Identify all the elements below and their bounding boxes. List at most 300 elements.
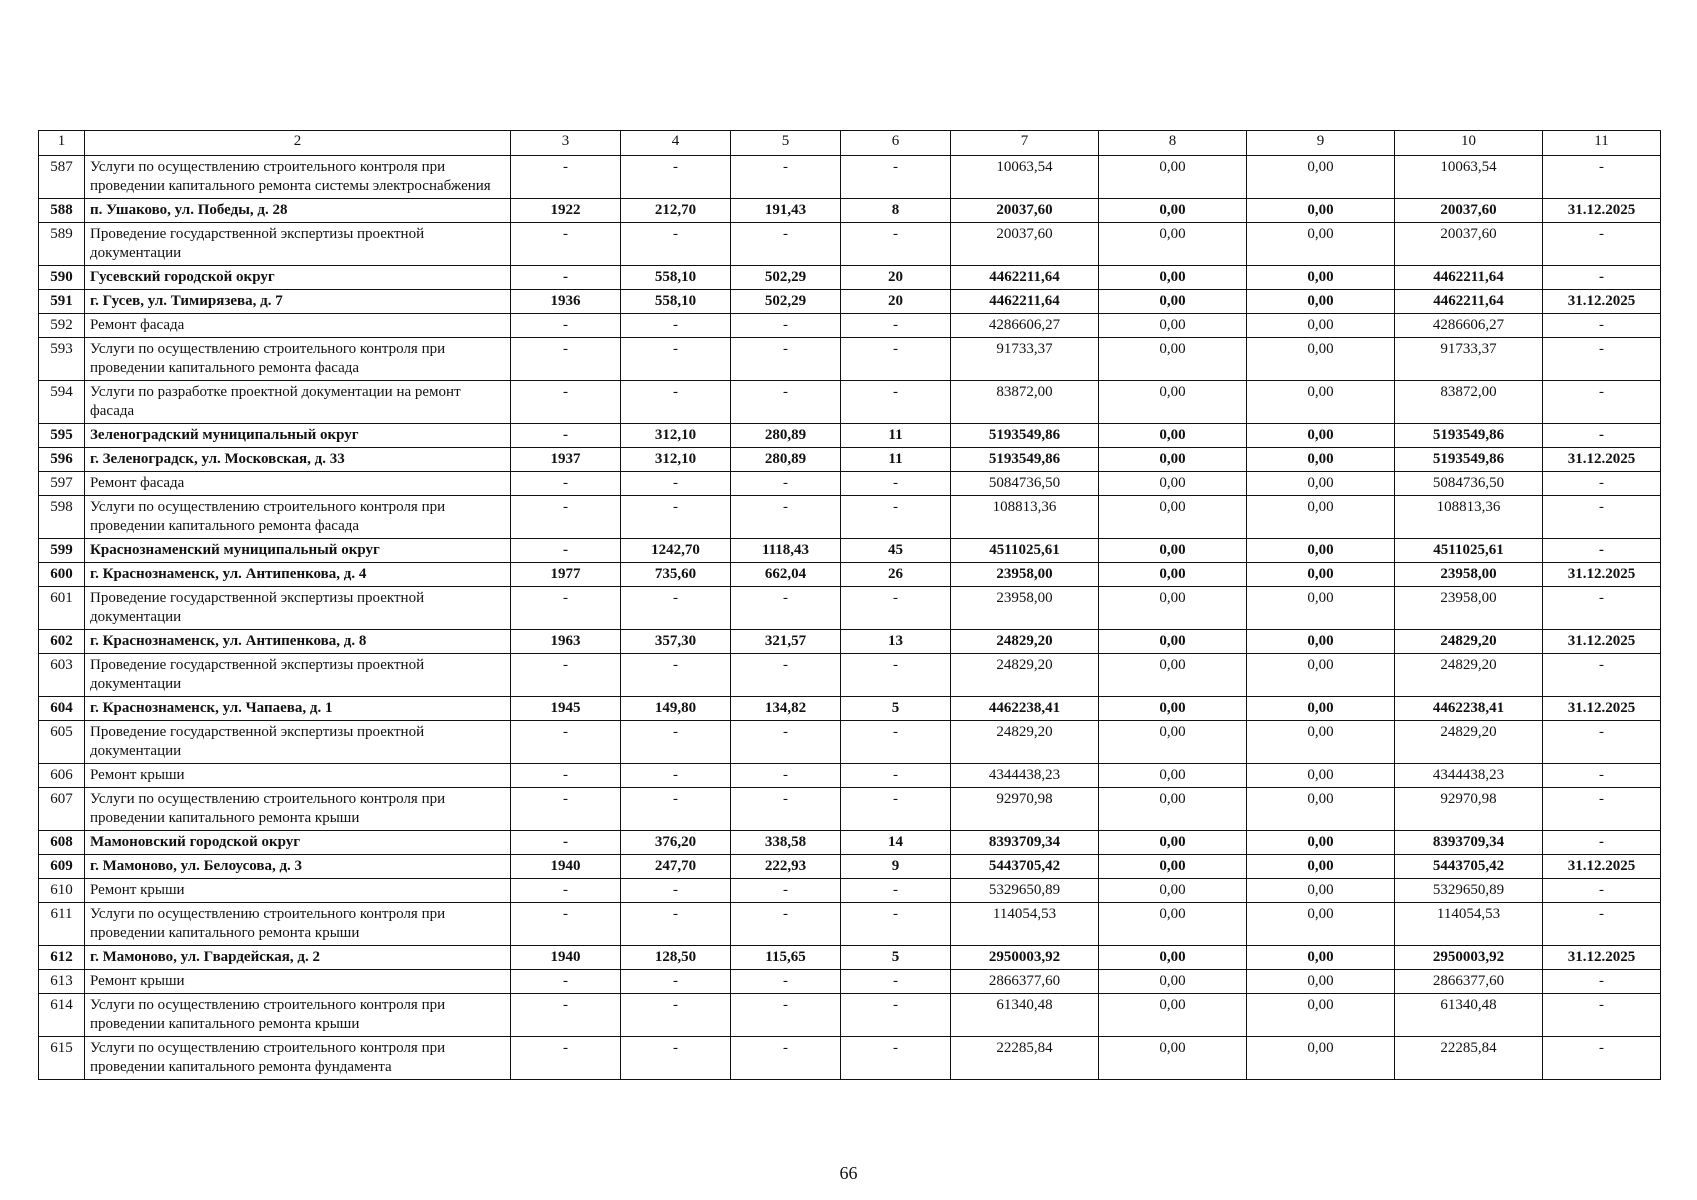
- residents-cell: 11: [841, 424, 951, 448]
- area-living-cell: 321,57: [731, 630, 841, 654]
- cost-total-cell: 23958,00: [951, 563, 1099, 587]
- year-cell: -: [511, 721, 621, 764]
- cost-other-cell: 24829,20: [1395, 630, 1543, 654]
- cost-owners-cell: 0,00: [1247, 788, 1395, 831]
- cost-total-cell: 4511025,61: [951, 539, 1099, 563]
- area-living-cell: 280,89: [731, 424, 841, 448]
- residents-cell: -: [841, 764, 951, 788]
- cost-owners-cell: 0,00: [1247, 831, 1395, 855]
- object-name-cell: Услуги по осуществлению строительного контроля при проведении капитального ремонта фундамента: [85, 1037, 511, 1080]
- year-cell: 1963: [511, 630, 621, 654]
- cost-other-cell: 5193549,86: [1395, 424, 1543, 448]
- deadline-cell: -: [1543, 424, 1661, 448]
- area-total-cell: -: [621, 788, 731, 831]
- header-cell: 10: [1395, 131, 1543, 156]
- cost-other-cell: 108813,36: [1395, 496, 1543, 539]
- cost-owners-cell: 0,00: [1247, 539, 1395, 563]
- row-number-cell: 600: [39, 563, 85, 587]
- area-living-cell: -: [731, 1037, 841, 1080]
- residents-cell: 9: [841, 855, 951, 879]
- table-row: [39, 539, 1661, 563]
- cost-total-cell: 4462211,64: [951, 290, 1099, 314]
- table-row: [39, 496, 1661, 539]
- row-number-cell: 594: [39, 381, 85, 424]
- area-living-cell: 502,29: [731, 290, 841, 314]
- table-row: [39, 903, 1661, 946]
- area-living-cell: -: [731, 496, 841, 539]
- cost-total-cell: 4286606,27: [951, 314, 1099, 338]
- deadline-cell: -: [1543, 721, 1661, 764]
- residents-cell: -: [841, 994, 951, 1037]
- cost-fund-cell: 0,00: [1099, 994, 1247, 1037]
- object-name-cell: г. Мамоново, ул. Белоусова, д. 3: [85, 855, 511, 879]
- cost-total-cell: 24829,20: [951, 721, 1099, 764]
- cost-fund-cell: 0,00: [1099, 855, 1247, 879]
- deadline-cell: -: [1543, 266, 1661, 290]
- cost-fund-cell: 0,00: [1099, 424, 1247, 448]
- object-name-cell: Ремонт крыши: [85, 764, 511, 788]
- cost-total-cell: 5443705,42: [951, 855, 1099, 879]
- year-cell: 1977: [511, 563, 621, 587]
- object-name-cell: Гусевский городской округ: [85, 266, 511, 290]
- cost-total-cell: 23958,00: [951, 587, 1099, 630]
- cost-owners-cell: 0,00: [1247, 1037, 1395, 1080]
- cost-fund-cell: 0,00: [1099, 290, 1247, 314]
- cost-total-cell: 5193549,86: [951, 424, 1099, 448]
- object-name-cell: г. Гусев, ул. Тимирязева, д. 7: [85, 290, 511, 314]
- year-cell: -: [511, 788, 621, 831]
- cost-owners-cell: 0,00: [1247, 855, 1395, 879]
- object-name-cell: Ремонт фасада: [85, 472, 511, 496]
- cost-other-cell: 8393709,34: [1395, 831, 1543, 855]
- header-cell: 3: [511, 131, 621, 156]
- row-number-cell: 605: [39, 721, 85, 764]
- table-row: [39, 697, 1661, 721]
- header-cell: 9: [1247, 131, 1395, 156]
- cost-fund-cell: 0,00: [1099, 654, 1247, 697]
- year-cell: 1940: [511, 946, 621, 970]
- cost-total-cell: 4462238,41: [951, 697, 1099, 721]
- area-living-cell: -: [731, 788, 841, 831]
- year-cell: -: [511, 223, 621, 266]
- deadline-cell: 31.12.2025: [1543, 630, 1661, 654]
- residents-cell: 14: [841, 831, 951, 855]
- cost-total-cell: 108813,36: [951, 496, 1099, 539]
- cost-fund-cell: 0,00: [1099, 697, 1247, 721]
- row-number-cell: 601: [39, 587, 85, 630]
- residents-cell: -: [841, 223, 951, 266]
- cost-other-cell: 114054,53: [1395, 903, 1543, 946]
- area-total-cell: -: [621, 381, 731, 424]
- cost-owners-cell: 0,00: [1247, 654, 1395, 697]
- object-name-cell: Услуги по осуществлению строительного контроля при проведении капитального ремонта крыши: [85, 903, 511, 946]
- table-row: [39, 587, 1661, 630]
- cost-fund-cell: 0,00: [1099, 764, 1247, 788]
- document-sheet: [38, 130, 1660, 1080]
- residents-cell: -: [841, 970, 951, 994]
- residents-cell: 5: [841, 697, 951, 721]
- deadline-cell: 31.12.2025: [1543, 563, 1661, 587]
- year-cell: -: [511, 156, 621, 199]
- area-living-cell: -: [731, 587, 841, 630]
- residents-cell: -: [841, 587, 951, 630]
- cost-fund-cell: 0,00: [1099, 539, 1247, 563]
- deadline-cell: -: [1543, 1037, 1661, 1080]
- deadline-cell: -: [1543, 587, 1661, 630]
- deadline-cell: 31.12.2025: [1543, 290, 1661, 314]
- cost-total-cell: 83872,00: [951, 381, 1099, 424]
- cost-owners-cell: 0,00: [1247, 764, 1395, 788]
- residents-cell: -: [841, 1037, 951, 1080]
- residents-cell: 20: [841, 290, 951, 314]
- cost-owners-cell: 0,00: [1247, 563, 1395, 587]
- cost-owners-cell: 0,00: [1247, 314, 1395, 338]
- table-row: [39, 448, 1661, 472]
- year-cell: -: [511, 424, 621, 448]
- cost-other-cell: 4462238,41: [1395, 697, 1543, 721]
- cost-owners-cell: 0,00: [1247, 448, 1395, 472]
- year-cell: -: [511, 831, 621, 855]
- cost-total-cell: 20037,60: [951, 199, 1099, 223]
- row-number-cell: 612: [39, 946, 85, 970]
- table-row: [39, 970, 1661, 994]
- area-total-cell: 357,30: [621, 630, 731, 654]
- deadline-cell: -: [1543, 314, 1661, 338]
- area-living-cell: -: [731, 764, 841, 788]
- year-cell: -: [511, 764, 621, 788]
- cost-owners-cell: 0,00: [1247, 970, 1395, 994]
- cost-fund-cell: 0,00: [1099, 1037, 1247, 1080]
- area-living-cell: 338,58: [731, 831, 841, 855]
- year-cell: -: [511, 338, 621, 381]
- cost-owners-cell: 0,00: [1247, 156, 1395, 199]
- area-total-cell: 1242,70: [621, 539, 731, 563]
- area-total-cell: -: [621, 338, 731, 381]
- area-total-cell: 558,10: [621, 266, 731, 290]
- row-number-cell: 615: [39, 1037, 85, 1080]
- object-name-cell: Зеленоградский муниципальный округ: [85, 424, 511, 448]
- cost-total-cell: 5084736,50: [951, 472, 1099, 496]
- year-cell: -: [511, 539, 621, 563]
- cost-fund-cell: 0,00: [1099, 156, 1247, 199]
- row-number-cell: 593: [39, 338, 85, 381]
- cost-total-cell: 2950003,92: [951, 946, 1099, 970]
- object-name-cell: г. Зеленоградск, ул. Московская, д. 33: [85, 448, 511, 472]
- row-number-cell: 609: [39, 855, 85, 879]
- row-number-cell: 587: [39, 156, 85, 199]
- cost-owners-cell: 0,00: [1247, 424, 1395, 448]
- residents-cell: -: [841, 381, 951, 424]
- object-name-cell: Услуги по осуществлению строительного контроля при проведении капитального ремонта системы электроснабжения: [85, 156, 511, 199]
- area-total-cell: -: [621, 1037, 731, 1080]
- row-number-cell: 599: [39, 539, 85, 563]
- cost-other-cell: 23958,00: [1395, 563, 1543, 587]
- area-total-cell: -: [621, 879, 731, 903]
- cost-owners-cell: 0,00: [1247, 903, 1395, 946]
- deadline-cell: -: [1543, 970, 1661, 994]
- residents-cell: -: [841, 338, 951, 381]
- deadline-cell: -: [1543, 654, 1661, 697]
- table-row: [39, 338, 1661, 381]
- header-cell: 11: [1543, 131, 1661, 156]
- area-living-cell: -: [731, 970, 841, 994]
- object-name-cell: г. Краснознаменск, ул. Антипенкова, д. 4: [85, 563, 511, 587]
- page-number: 66: [839, 1163, 858, 1183]
- area-living-cell: 115,65: [731, 946, 841, 970]
- area-total-cell: -: [621, 156, 731, 199]
- area-living-cell: -: [731, 381, 841, 424]
- area-living-cell: 1118,43: [731, 539, 841, 563]
- table-row: [39, 314, 1661, 338]
- cost-owners-cell: 0,00: [1247, 381, 1395, 424]
- cost-fund-cell: 0,00: [1099, 223, 1247, 266]
- area-total-cell: -: [621, 970, 731, 994]
- area-total-cell: 312,10: [621, 448, 731, 472]
- row-number-cell: 595: [39, 424, 85, 448]
- cost-fund-cell: 0,00: [1099, 946, 1247, 970]
- year-cell: -: [511, 1037, 621, 1080]
- cost-fund-cell: 0,00: [1099, 496, 1247, 539]
- deadline-cell: 31.12.2025: [1543, 946, 1661, 970]
- table-row: [39, 879, 1661, 903]
- cost-fund-cell: 0,00: [1099, 879, 1247, 903]
- year-cell: 1937: [511, 448, 621, 472]
- cost-fund-cell: 0,00: [1099, 831, 1247, 855]
- cost-owners-cell: 0,00: [1247, 630, 1395, 654]
- area-total-cell: -: [621, 721, 731, 764]
- area-total-cell: 149,80: [621, 697, 731, 721]
- row-number-cell: 614: [39, 994, 85, 1037]
- cost-owners-cell: 0,00: [1247, 266, 1395, 290]
- deadline-cell: 31.12.2025: [1543, 697, 1661, 721]
- object-name-cell: Мамоновский городской округ: [85, 831, 511, 855]
- row-number-cell: 603: [39, 654, 85, 697]
- cost-fund-cell: 0,00: [1099, 381, 1247, 424]
- year-cell: -: [511, 994, 621, 1037]
- area-living-cell: -: [731, 721, 841, 764]
- object-name-cell: Краснознаменский муниципальный округ: [85, 539, 511, 563]
- cost-total-cell: 2866377,60: [951, 970, 1099, 994]
- table-row: [39, 788, 1661, 831]
- area-total-cell: -: [621, 223, 731, 266]
- cost-fund-cell: 0,00: [1099, 788, 1247, 831]
- area-total-cell: -: [621, 472, 731, 496]
- area-living-cell: -: [731, 156, 841, 199]
- cost-other-cell: 4344438,23: [1395, 764, 1543, 788]
- cost-other-cell: 5329650,89: [1395, 879, 1543, 903]
- cost-other-cell: 23958,00: [1395, 587, 1543, 630]
- object-name-cell: Услуги по осуществлению строительного контроля при проведении капитального ремонта фасада: [85, 496, 511, 539]
- cost-other-cell: 4511025,61: [1395, 539, 1543, 563]
- area-living-cell: 222,93: [731, 855, 841, 879]
- cost-other-cell: 5084736,50: [1395, 472, 1543, 496]
- area-living-cell: 502,29: [731, 266, 841, 290]
- row-number-cell: 610: [39, 879, 85, 903]
- object-name-cell: Ремонт крыши: [85, 879, 511, 903]
- deadline-cell: -: [1543, 496, 1661, 539]
- deadline-cell: 31.12.2025: [1543, 448, 1661, 472]
- cost-owners-cell: 0,00: [1247, 946, 1395, 970]
- object-name-cell: г. Мамоново, ул. Гвардейская, д. 2: [85, 946, 511, 970]
- table-row: [39, 721, 1661, 764]
- cost-total-cell: 22285,84: [951, 1037, 1099, 1080]
- object-name-cell: Проведение государственной экспертизы проектной документации: [85, 223, 511, 266]
- residents-cell: -: [841, 721, 951, 764]
- year-cell: -: [511, 903, 621, 946]
- year-cell: 1945: [511, 697, 621, 721]
- cost-total-cell: 5329650,89: [951, 879, 1099, 903]
- cost-total-cell: 4344438,23: [951, 764, 1099, 788]
- deadline-cell: -: [1543, 381, 1661, 424]
- area-total-cell: -: [621, 994, 731, 1037]
- cost-fund-cell: 0,00: [1099, 338, 1247, 381]
- area-total-cell: 128,50: [621, 946, 731, 970]
- cost-owners-cell: 0,00: [1247, 199, 1395, 223]
- cost-other-cell: 24829,20: [1395, 721, 1543, 764]
- cost-total-cell: 4462211,64: [951, 266, 1099, 290]
- cost-other-cell: 92970,98: [1395, 788, 1543, 831]
- cost-owners-cell: 0,00: [1247, 721, 1395, 764]
- row-number-cell: 596: [39, 448, 85, 472]
- area-living-cell: -: [731, 223, 841, 266]
- cost-other-cell: 24829,20: [1395, 654, 1543, 697]
- area-living-cell: -: [731, 903, 841, 946]
- cost-owners-cell: 0,00: [1247, 472, 1395, 496]
- cost-fund-cell: 0,00: [1099, 314, 1247, 338]
- area-total-cell: 376,20: [621, 831, 731, 855]
- cost-fund-cell: 0,00: [1099, 970, 1247, 994]
- residents-cell: 11: [841, 448, 951, 472]
- area-total-cell: 212,70: [621, 199, 731, 223]
- deadline-cell: -: [1543, 879, 1661, 903]
- cost-other-cell: 83872,00: [1395, 381, 1543, 424]
- deadline-cell: -: [1543, 539, 1661, 563]
- cost-owners-cell: 0,00: [1247, 697, 1395, 721]
- residents-cell: -: [841, 879, 951, 903]
- year-cell: -: [511, 314, 621, 338]
- cost-owners-cell: 0,00: [1247, 587, 1395, 630]
- row-number-cell: 613: [39, 970, 85, 994]
- area-living-cell: -: [731, 314, 841, 338]
- table-row: [39, 1037, 1661, 1080]
- area-living-cell: -: [731, 994, 841, 1037]
- table-row: [39, 630, 1661, 654]
- table-row: [39, 472, 1661, 496]
- year-cell: 1922: [511, 199, 621, 223]
- row-number-cell: 589: [39, 223, 85, 266]
- area-total-cell: -: [621, 587, 731, 630]
- cost-total-cell: 24829,20: [951, 630, 1099, 654]
- year-cell: -: [511, 654, 621, 697]
- cost-other-cell: 20037,60: [1395, 199, 1543, 223]
- row-number-cell: 591: [39, 290, 85, 314]
- table-row: [39, 199, 1661, 223]
- year-cell: -: [511, 970, 621, 994]
- cost-total-cell: 24829,20: [951, 654, 1099, 697]
- cost-total-cell: 10063,54: [951, 156, 1099, 199]
- year-cell: -: [511, 266, 621, 290]
- cost-fund-cell: 0,00: [1099, 199, 1247, 223]
- area-living-cell: -: [731, 654, 841, 697]
- area-living-cell: 280,89: [731, 448, 841, 472]
- object-name-cell: Проведение государственной экспертизы проектной документации: [85, 721, 511, 764]
- header-cell: 7: [951, 131, 1099, 156]
- area-living-cell: -: [731, 879, 841, 903]
- cost-other-cell: 4462211,64: [1395, 266, 1543, 290]
- residents-cell: 13: [841, 630, 951, 654]
- cost-owners-cell: 0,00: [1247, 223, 1395, 266]
- cost-total-cell: 61340,48: [951, 994, 1099, 1037]
- table-row: [39, 946, 1661, 970]
- object-name-cell: Услуги по разработке проектной документации на ремонт фасада: [85, 381, 511, 424]
- area-living-cell: 662,04: [731, 563, 841, 587]
- object-name-cell: Ремонт крыши: [85, 970, 511, 994]
- residents-cell: -: [841, 654, 951, 697]
- residents-cell: -: [841, 156, 951, 199]
- residents-cell: -: [841, 788, 951, 831]
- cost-other-cell: 20037,60: [1395, 223, 1543, 266]
- object-name-cell: г. Краснознаменск, ул. Чапаева, д. 1: [85, 697, 511, 721]
- year-cell: 1936: [511, 290, 621, 314]
- cost-owners-cell: 0,00: [1247, 994, 1395, 1037]
- cost-other-cell: 2950003,92: [1395, 946, 1543, 970]
- deadline-cell: -: [1543, 903, 1661, 946]
- area-living-cell: -: [731, 338, 841, 381]
- row-number-cell: 592: [39, 314, 85, 338]
- year-cell: -: [511, 587, 621, 630]
- residents-cell: 5: [841, 946, 951, 970]
- cost-other-cell: 61340,48: [1395, 994, 1543, 1037]
- object-name-cell: Ремонт фасада: [85, 314, 511, 338]
- deadline-cell: -: [1543, 223, 1661, 266]
- table-row: [39, 381, 1661, 424]
- table-row: [39, 855, 1661, 879]
- cost-other-cell: 4462211,64: [1395, 290, 1543, 314]
- table-row: [39, 563, 1661, 587]
- year-cell: -: [511, 472, 621, 496]
- object-name-cell: Услуги по осуществлению строительного контроля при проведении капитального ремонта крыши: [85, 994, 511, 1037]
- header-cell: 5: [731, 131, 841, 156]
- table-body: [39, 156, 1661, 1080]
- table-row: [39, 424, 1661, 448]
- table-row: [39, 156, 1661, 199]
- cost-fund-cell: 0,00: [1099, 563, 1247, 587]
- object-name-cell: п. Ушаково, ул. Победы, д. 28: [85, 199, 511, 223]
- residents-cell: 26: [841, 563, 951, 587]
- cost-total-cell: 91733,37: [951, 338, 1099, 381]
- area-living-cell: -: [731, 472, 841, 496]
- cost-other-cell: 4286606,27: [1395, 314, 1543, 338]
- cost-other-cell: 5193549,86: [1395, 448, 1543, 472]
- year-cell: 1940: [511, 855, 621, 879]
- area-total-cell: 558,10: [621, 290, 731, 314]
- residents-cell: -: [841, 903, 951, 946]
- table-row: [39, 266, 1661, 290]
- residents-cell: 8: [841, 199, 951, 223]
- residents-cell: -: [841, 314, 951, 338]
- deadline-cell: -: [1543, 788, 1661, 831]
- residents-cell: 45: [841, 539, 951, 563]
- row-number-cell: 607: [39, 788, 85, 831]
- deadline-cell: 31.12.2025: [1543, 855, 1661, 879]
- area-total-cell: 247,70: [621, 855, 731, 879]
- cost-fund-cell: 0,00: [1099, 448, 1247, 472]
- residents-cell: 20: [841, 266, 951, 290]
- deadline-cell: -: [1543, 472, 1661, 496]
- table-row: [39, 831, 1661, 855]
- cost-owners-cell: 0,00: [1247, 290, 1395, 314]
- row-number-cell: 606: [39, 764, 85, 788]
